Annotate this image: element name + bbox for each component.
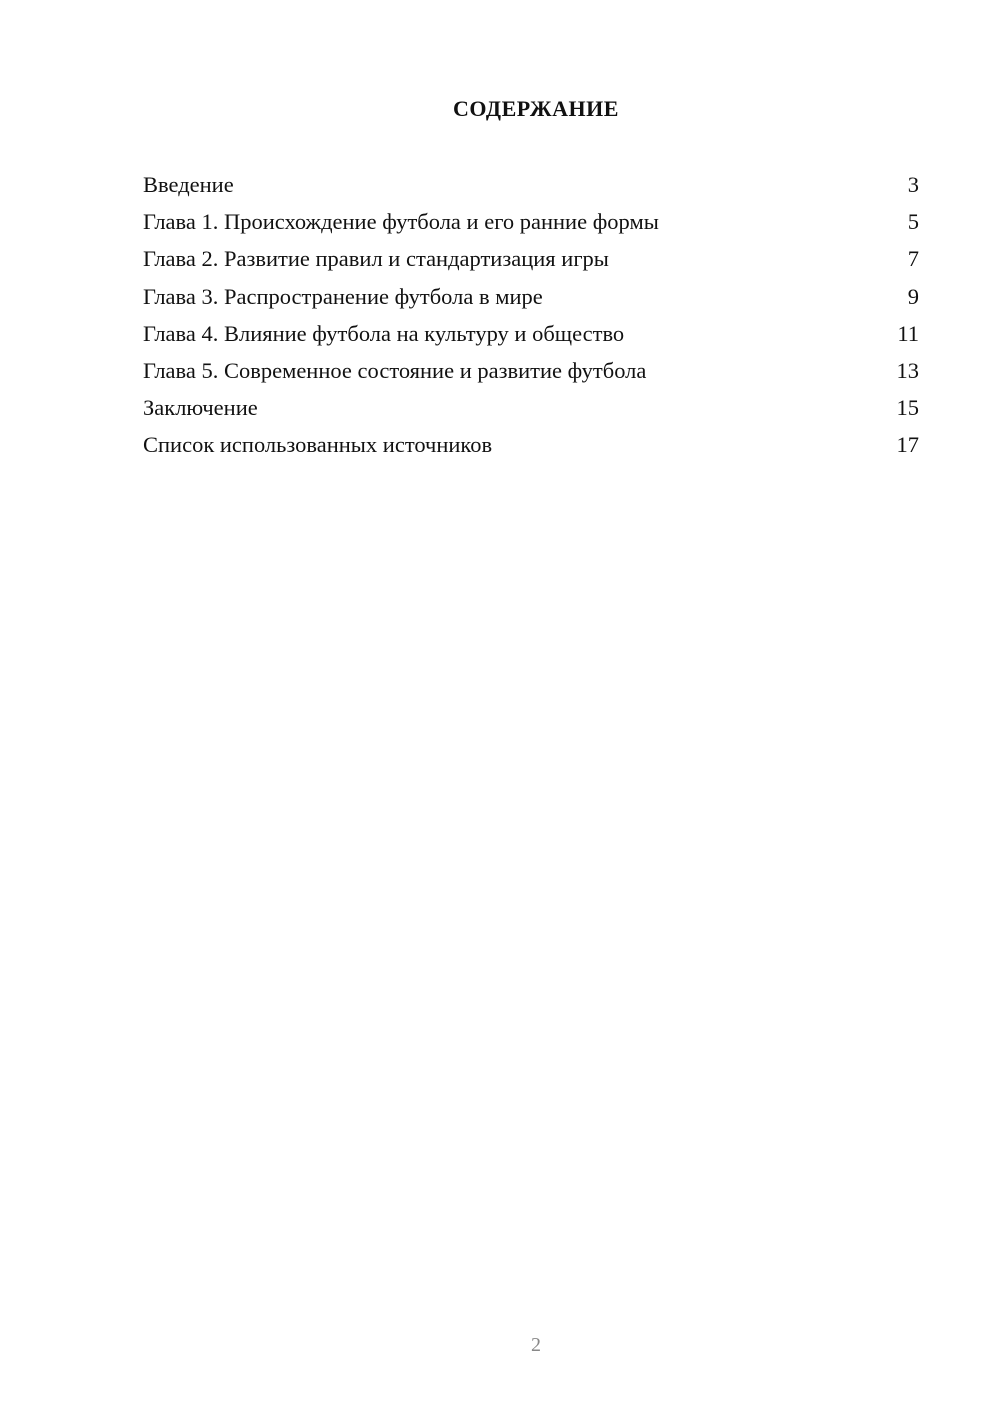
toc-entry-page: 13 bbox=[896, 357, 919, 383]
toc-entry-page: 17 bbox=[896, 432, 919, 458]
toc-entry-conclusion bbox=[143, 393, 919, 430]
toc-entry-page: 11 bbox=[897, 320, 919, 346]
toc-entry-chapter-4 bbox=[143, 319, 919, 356]
table-of-contents bbox=[143, 170, 919, 468]
toc-entry-label: Глава 2. Развитие правил и стандартизация игры bbox=[143, 246, 609, 272]
toc-entry-label: Список использованных источников bbox=[143, 432, 493, 458]
toc-entry-label: Глава 1. Происхождение футбола и его ранние формы bbox=[143, 209, 659, 235]
toc-title: СОДЕРЖАНИЕ bbox=[453, 96, 619, 121]
toc-entry-label: Глава 5. Современное состояние и развитие футбола bbox=[143, 357, 647, 383]
toc-entry-chapter-3 bbox=[143, 282, 919, 319]
toc-entry-label: Заключение bbox=[143, 395, 258, 421]
toc-entry-chapter-2 bbox=[143, 244, 919, 281]
page-number: 2 bbox=[531, 1334, 541, 1356]
toc-entry-page: 3 bbox=[907, 172, 919, 197]
toc-entry-label: Глава 4. Влияние футбола на культуру и общество bbox=[143, 320, 625, 346]
toc-entry-page: 15 bbox=[896, 395, 919, 421]
toc-entry-chapter-1 bbox=[143, 207, 919, 244]
toc-entry-label: Введение bbox=[143, 172, 234, 197]
toc-entry-page: 5 bbox=[907, 209, 919, 235]
toc-entry-chapter-5 bbox=[143, 356, 919, 393]
toc-entry-label: Глава 3. Распространение футбола в мире bbox=[143, 283, 543, 309]
toc-entry-references bbox=[143, 430, 919, 467]
toc-entry-introduction bbox=[143, 170, 919, 207]
toc-entry-page: 9 bbox=[907, 283, 919, 309]
toc-entry-page: 7 bbox=[907, 246, 919, 272]
